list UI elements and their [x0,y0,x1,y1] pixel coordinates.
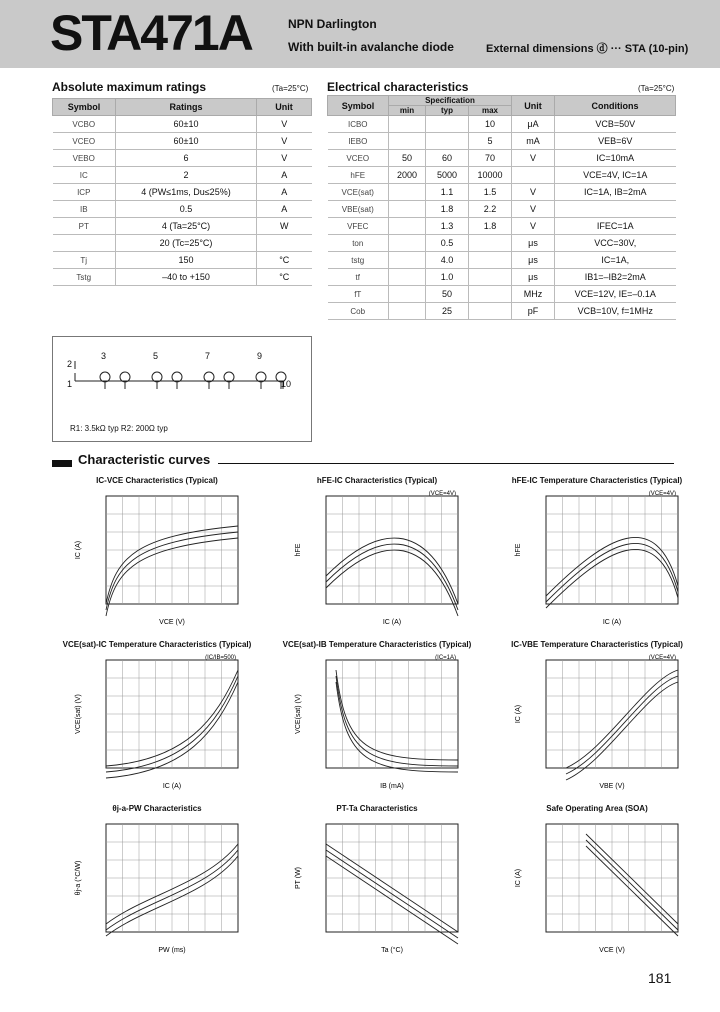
elec-row [328,252,676,269]
unit-cell: °C [257,269,312,286]
y-axis-label: θj-a (°C/W) [75,860,82,896]
condition-cell: IC=1A, IB=2mA [555,184,676,201]
unit-cell: A [257,167,312,184]
condition-cell: VCC=30V, [555,235,676,252]
min-cell [389,184,426,201]
col-max: max [469,106,512,116]
min-cell [389,303,426,320]
pin-7-label: 7 [205,351,211,361]
min-cell [389,286,426,303]
curve-line [586,840,678,930]
min-cell [389,116,426,133]
typ-cell [426,116,469,133]
x-axis-label: VBE (V) [599,783,625,790]
y-axis-label: IC (A) [515,704,522,724]
abs-max-row [53,133,312,150]
condition-cell [555,201,676,218]
unit-cell: mA [512,133,555,150]
col-unit: Unit [257,99,312,116]
unit-cell: A [257,184,312,201]
curve-line [586,834,678,924]
y-axis-label: IC (A) [75,540,82,560]
max-cell: 1.5 [469,184,512,201]
rating-cell: 20 (Tc=25°C) [116,235,257,252]
max-cell: 70 [469,150,512,167]
chart-title: IC-VBE Temperature Characteristics (Typical) [511,640,683,649]
max-cell: 1.8 [469,218,512,235]
subtitle-feature: With built-in avalanche diode [288,40,454,54]
chart-title: θj-a-PW Characteristics [112,804,202,813]
x-axis-label: Ta (°C) [381,947,403,954]
symbol-cell [53,235,116,252]
symbol-cell: IC [53,167,116,184]
rating-cell: 60±10 [116,133,257,150]
unit-cell: μA [512,116,555,133]
subtitle-type: NPN Darlington [288,17,377,31]
min-cell [389,235,426,252]
typ-cell: 1.8 [426,201,469,218]
external-dimensions: External dimensions ⓓ ··· STA (10-pin) [486,43,689,55]
rating-cell: 60±10 [116,116,257,133]
max-cell: 10 [469,116,512,133]
elec-title: Electrical characteristics [327,80,469,94]
y-axis-label: VCE(sat) (V) [295,694,302,734]
unit-cell: μs [512,235,555,252]
chart-plot [510,816,700,958]
elec-row [328,184,676,201]
max-cell: 10000 [469,167,512,184]
page-number: 181 [648,970,672,986]
condition-cell: VCB=50V [555,116,676,133]
col-symbol: Symbol [328,96,389,116]
col-conditions: Conditions [555,96,676,116]
x-axis-label: IC (A) [162,783,182,790]
col-symbol: Symbol [53,99,116,116]
unit-cell: μs [512,252,555,269]
abs-max-row [53,252,312,269]
chart-plot [70,652,260,794]
unit-cell [257,235,312,252]
symbol-cell: VCEO [328,150,389,167]
rating-cell: 150 [116,252,257,269]
elec-row [328,218,676,235]
condition-cell: VCE=4V, IC=1A [555,167,676,184]
symbol-cell: fT [328,286,389,303]
chart-title: VCE(sat)-IC Temperature Characteristics (Typical) [62,640,252,649]
abs-max-row [53,167,312,184]
chart-plot [70,816,260,958]
elec-row [328,286,676,303]
chart-note: (IC=1A) [435,655,456,661]
symbol-cell: IEBO [328,133,389,150]
min-cell: 50 [389,150,426,167]
min-cell [389,201,426,218]
symbol-cell: PT [53,218,116,235]
unit-cell [512,167,555,184]
y-axis-label: IC (A) [515,868,522,888]
chart-note: (VCE=4V) [428,491,456,497]
max-cell [469,286,512,303]
symbol-cell: VEBO [53,150,116,167]
elec-row [328,167,676,184]
unit-cell: A [257,201,312,218]
curve-line [566,682,678,780]
condition-cell: IFEC=1A [555,218,676,235]
chart-plot [290,488,480,630]
chart-title: PT-Ta Characteristics [336,804,418,813]
min-cell [389,269,426,286]
pin-1-label: 1 [67,379,73,389]
typ-cell: 50 [426,286,469,303]
max-cell: 2.2 [469,201,512,218]
col-min: min [389,106,426,116]
abs-max-row [53,116,312,133]
curve-line [336,670,458,760]
section-marker [52,460,72,467]
max-cell [469,252,512,269]
pin-9-label: 9 [257,351,263,361]
x-axis-label: IB (mA) [380,783,404,790]
condition-cell: IC=1A, [555,252,676,269]
symbol-cell: Tj [53,252,116,269]
abs-max-row [53,201,312,218]
x-axis-label: IC (A) [602,619,622,626]
min-cell [389,218,426,235]
typ-cell: 0.5 [426,235,469,252]
elec-row [328,201,676,218]
chart-title: Safe Operating Area (SOA) [546,804,648,813]
section-rule [218,463,674,464]
y-axis-label: hFE [515,543,522,557]
unit-cell: μs [512,269,555,286]
rating-cell: 4 (Ta=25°C) [116,218,257,235]
symbol-cell: Cob [328,303,389,320]
rating-cell: –40 to +150 [116,269,257,286]
elec-table [327,95,676,320]
curve-line [566,670,678,768]
chart-plot [510,488,700,630]
curves-title: Characteristic curves [78,452,211,467]
min-cell [389,133,426,150]
chart-plot [70,488,260,630]
symbol-cell: VCE(sat) [328,184,389,201]
symbol-cell: VCEO [53,133,116,150]
elec-row [328,133,676,150]
min-cell: 2000 [389,167,426,184]
symbol-cell: hFE [328,167,389,184]
header-band [0,0,720,68]
chart-note: (IC/IB=500) [205,655,236,661]
x-axis-label: VCE (V) [159,619,185,626]
symbol-cell: ICBO [328,116,389,133]
abs-max-table [52,98,312,286]
rating-cell: 6 [116,150,257,167]
col-specification: Specification [389,96,512,106]
pin-10-label: 10 [281,379,292,389]
typ-cell: 1.3 [426,218,469,235]
unit-cell: V [257,150,312,167]
max-cell [469,235,512,252]
rating-cell: 0.5 [116,201,257,218]
y-axis-label: PT (W) [295,866,302,890]
chart-title: hFE-IC Temperature Characteristics (Typical) [511,476,683,485]
symbol-cell: VCBO [53,116,116,133]
unit-cell: V [512,184,555,201]
elec-row [328,303,676,320]
abs-max-row [53,150,312,167]
pin-3-label: 3 [101,351,107,361]
pin-5-label: 5 [153,351,159,361]
max-cell: 5 [469,133,512,150]
abs-max-row [53,184,312,201]
y-axis-label: VCE(sat) (V) [75,694,82,734]
condition-cell: VCE=12V, IE=–0.1A [555,286,676,303]
chart-title: hFE-IC Characteristics (Typical) [316,476,438,485]
chart-plot [290,652,480,794]
symbol-cell: IB [53,201,116,218]
rating-cell: 4 (PW≤1ms, Du≤25%) [116,184,257,201]
x-axis-label: PW (ms) [158,947,186,954]
abs-max-row [53,235,312,252]
elec-row [328,150,676,167]
chart-plot [510,652,700,794]
condition-cell: IC=10mA [555,150,676,167]
chart-title: VCE(sat)-IB Temperature Characteristics (Typical) [282,640,472,649]
condition-cell: IB1=–IB2=2mA [555,269,676,286]
chart-note: (VCE=4V) [648,655,676,661]
unit-cell: V [257,116,312,133]
unit-cell: V [257,133,312,150]
condition-cell: VEB=6V [555,133,676,150]
unit-cell: °C [257,252,312,269]
col-typ: typ [426,106,469,116]
symbol-cell: VBE(sat) [328,201,389,218]
typ-cell: 1.0 [426,269,469,286]
symbol-cell: tf [328,269,389,286]
col-ratings: Ratings [116,99,257,116]
col-unit: Unit [512,96,555,116]
symbol-cell: VFEC [328,218,389,235]
elec-row [328,116,676,133]
part-number: STA471A [50,5,252,61]
resistor-note: R1: 3.5kΩ typ R2: 200Ω typ [70,424,168,433]
symbol-cell: ton [328,235,389,252]
max-cell [469,303,512,320]
typ-cell: 4.0 [426,252,469,269]
pin-2-label: 2 [67,359,73,369]
chart-plot [290,816,480,958]
chart-title: IC-VCE Characteristics (Typical) [96,476,218,485]
abs-max-row [53,269,312,286]
abs-max-condition: (Ta=25°C) [272,84,309,93]
abs-max-row [53,218,312,235]
symbol-cell: Tstg [53,269,116,286]
unit-cell: V [512,218,555,235]
curve-line [336,682,458,772]
typ-cell [426,133,469,150]
curve-line [586,846,678,936]
curve-line [336,676,458,766]
typ-cell: 1.1 [426,184,469,201]
unit-cell: V [512,201,555,218]
typ-cell: 5000 [426,167,469,184]
abs-max-title: Absolute maximum ratings [52,80,207,94]
symbol-cell: tstg [328,252,389,269]
symbol-cell: ICP [53,184,116,201]
max-cell [469,269,512,286]
x-axis-label: VCE (V) [599,947,625,954]
y-axis-label: hFE [295,543,302,557]
unit-cell: V [512,150,555,167]
chart-note: (VCE=4V) [648,491,676,497]
rating-cell: 2 [116,167,257,184]
typ-cell: 25 [426,303,469,320]
condition-cell: VCB=10V, f=1MHz [555,303,676,320]
unit-cell: pF [512,303,555,320]
unit-cell: MHz [512,286,555,303]
typ-cell: 60 [426,150,469,167]
unit-cell: W [257,218,312,235]
curve-line [566,676,678,774]
x-axis-label: IC (A) [382,619,402,626]
elec-row [328,235,676,252]
elec-row [328,269,676,286]
elec-condition: (Ta=25°C) [638,84,675,93]
min-cell [389,252,426,269]
